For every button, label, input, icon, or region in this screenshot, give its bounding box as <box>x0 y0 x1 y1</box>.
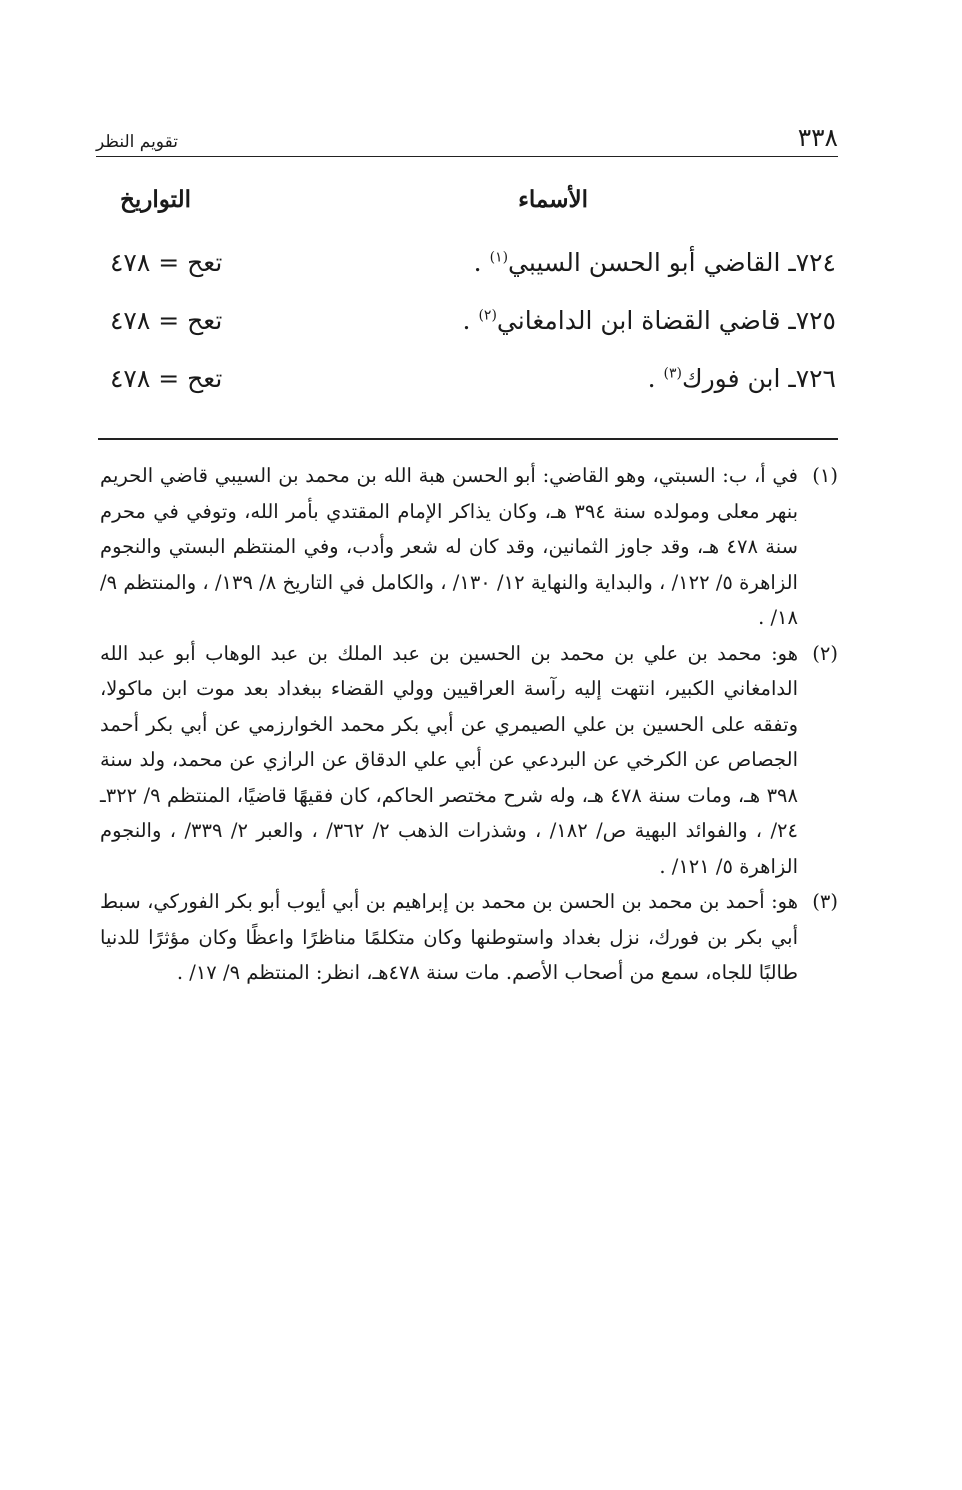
footnote-2 <box>100 636 838 885</box>
footnote-mark: (٢) <box>812 641 838 665</box>
entry-724 <box>100 248 836 306</box>
entry-name: ٧٢٥ـ قاضي القضاة ابن الدامغاني$^{(٢)}$ . <box>462 306 836 335</box>
page-number: ٣٣٨ <box>797 123 838 152</box>
footnote-ref: (٢) <box>478 307 497 324</box>
names-column-heading: الأسماء <box>518 186 588 213</box>
column-headings <box>100 186 838 230</box>
dates-column-heading: التواريخ <box>120 186 191 213</box>
footnote-text: في أ، ب: السبتي، وهو القاضي: أبو الحسن هبة الله بن محمد بن السيبي قاضي الحريم بنهر معلى ومولده سنة ٣٩٤ هـ، وكان يذاكر الإمام المقتدي بأمر الله، وتوفي في محرم سنة ٤٧٨ هـ، وقد جاوز الثمانين، وقد كان له شعر وأدب، وفي المنتظم البستي والنجوم الزاهرة ٥/ ١٢٢/ ، والبداية والنهاية ١٢/ ١٣٠/ ، والكامل في التاريخ ٨/ ١٣٩/ ، والمنتظم ٩/ ١٨/ . <box>100 464 798 629</box>
footnote-3 <box>100 884 838 991</box>
footnote-text: هو: محمد بن علي بن محمد بن الحسين بن عبد الملك بن عبد الوهاب أبو عبد الله الدامغاني الكبير، انتهت إليه رآسة العراقيين وولي القضاء ببغداد بعد موت ابن ماكولا، وتفقه على الحسين بن علي الصيمري عن أبي بكر محمد الخوارزمي عن أبي بكر أحمد الجصاص عن الكرخي عن البردعي عن أبي علي الدقاق عن الرازي عن محمد، ولد سنة ٣٩٨ هـ، ومات سنة ٤٧٨ هـ، وله شرح مختصر الحاكم، كان فقيهًا قاضيًا، المنتظم ٩/ ٣٢٢ـ ٢٤/ ، والفوائد البهية ص/ ١٨٢/ ، وشذرات الذهب ٢/ ٣٦٢/ ، والعبر ٢/ ٣٣٩/ ، والنجوم الزاهرة ٥/ ١٢١/ . <box>100 641 798 878</box>
entry-725 <box>100 306 836 364</box>
footnotes <box>100 458 838 991</box>
footnote-ref: (٣) <box>663 365 682 382</box>
running-header <box>96 108 838 157</box>
footnote-mark: (١) <box>812 464 838 487</box>
entry-date: تعح = ٤٧٨ <box>110 364 223 393</box>
footnote-1 <box>100 458 838 636</box>
entry-name: ٧٢٦ـ ابن فورك$^{(٣)}$ . <box>647 364 836 393</box>
entries-list <box>100 248 836 422</box>
footnote-mark: (٣) <box>812 890 838 913</box>
footnote-separator <box>98 438 838 440</box>
footnote-ref: (١) <box>489 249 509 266</box>
entry-726 <box>100 364 836 422</box>
entry-date: تعح = ٤٧٨ <box>110 248 223 277</box>
entry-name: ٧٢٤ـ القاضي أبو الحسن السيبي$^{(١)}$ . <box>473 248 836 277</box>
footnote-text: هو: أحمد بن محمد بن الحسن بن محمد بن إبراهيم بن أبي أيوب أبو بكر الفوركي، سبط أبي بكر بن فورك، نزل بغداد واستوطنها وكان متكلمًا مناظرًا واعظًا وكان مؤثرًا للدنيا طالبًا للجاه، سمع من أصحاب الأصم. مات سنة ٤٧٨هـ، انظر: المنتظم ٩/ ١٧/ . <box>100 890 798 984</box>
entry-date: تعح = ٤٧٨ <box>110 306 223 335</box>
book-title: تقويم النظر <box>96 132 178 152</box>
